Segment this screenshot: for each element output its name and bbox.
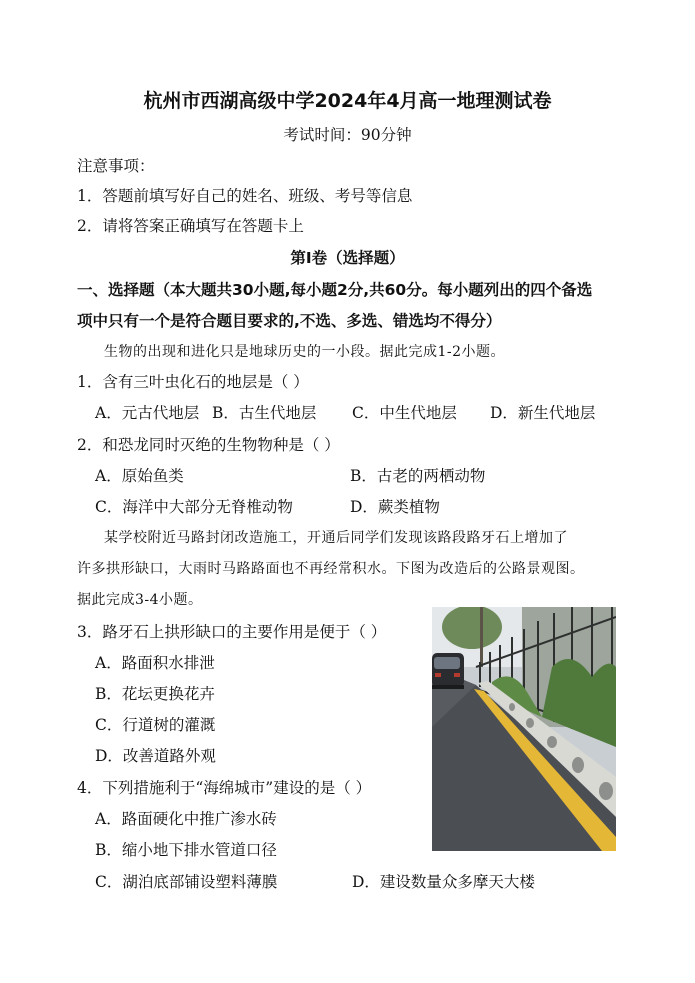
- q1-option-d: D．新生代地层: [490, 404, 596, 422]
- passage-2-line-2: 许多拱形缺口，大雨时马路路面也不再经常积水。下图为改造后的公路景观图。: [77, 561, 585, 577]
- q2-option-a: A．原始鱼类: [95, 467, 184, 485]
- q2-stem: 2．和恐龙同时灭绝的生物物种是（ ）: [77, 436, 340, 454]
- q1-option-a: A．元古代地层: [95, 404, 200, 422]
- q2-option-c: C．海洋中大部分无脊椎动物: [95, 498, 293, 516]
- q1-option-c: C．中生代地层: [352, 404, 457, 422]
- exam-title: 杭州市西湖高级中学2024年4月高一地理测试卷: [143, 90, 552, 112]
- q3-option-c: C．行道树的灌溉: [95, 716, 216, 734]
- road-photo: [432, 607, 616, 851]
- q4-option-d: D．建设数量众多摩天大楼: [352, 873, 535, 891]
- notes-heading: 注意事项：: [77, 157, 155, 175]
- q4-option-c: C．湖泊底部铺设塑料薄膜: [95, 873, 278, 891]
- q3-stem: 3．路牙石上拱形缺口的主要作用是便于（ ）: [77, 623, 387, 641]
- section-instruction-2: 项中只有一个是符合题目要求的,不选、多选、错选均不得分）: [77, 312, 502, 330]
- road-scene-illustration: [432, 607, 616, 851]
- passage-2-line-3: 据此完成3-4小题。: [77, 592, 203, 608]
- passage-2-line-1: 某学校附近马路封闭改造施工，开通后同学们发现该路段路牙石上增加了: [104, 530, 568, 546]
- q3-option-d: D．改善道路外观: [95, 747, 216, 765]
- q4-option-b: B．缩小地下排水管道口径: [95, 841, 277, 859]
- q4-option-a: A．路面硬化中推广渗水砖: [95, 810, 277, 828]
- q2-option-d: D．蕨类植物: [350, 498, 440, 516]
- q2-option-b: B．古老的两栖动物: [350, 467, 486, 485]
- q3-option-b: B．花坛更换花卉: [95, 685, 215, 703]
- passage-1: 生物的出现和进化只是地球历史的一小段。据此完成1-2小题。: [104, 344, 506, 360]
- section-instruction-1: 一、选择题（本大题共30小题,每小题2分,共60分。每小题列出的四个备选: [77, 281, 593, 299]
- q4-stem: 4．下列措施利于“海绵城市”建设的是（ ）: [77, 779, 372, 797]
- note-item-2: 2．请将答案正确填写在答题卡上: [77, 217, 304, 235]
- exam-time: 考试时间：90分钟: [283, 126, 412, 144]
- q3-option-a: A．路面积水排泄: [95, 654, 215, 672]
- q1-stem: 1．含有三叶虫化石的地层是（ ）: [77, 373, 309, 391]
- section-title: 第I卷（选择题）: [290, 249, 405, 267]
- q1-option-b: B．古生代地层: [212, 404, 317, 422]
- note-item-1: 1．答题前填写好自己的姓名、班级、考号等信息: [77, 187, 413, 205]
